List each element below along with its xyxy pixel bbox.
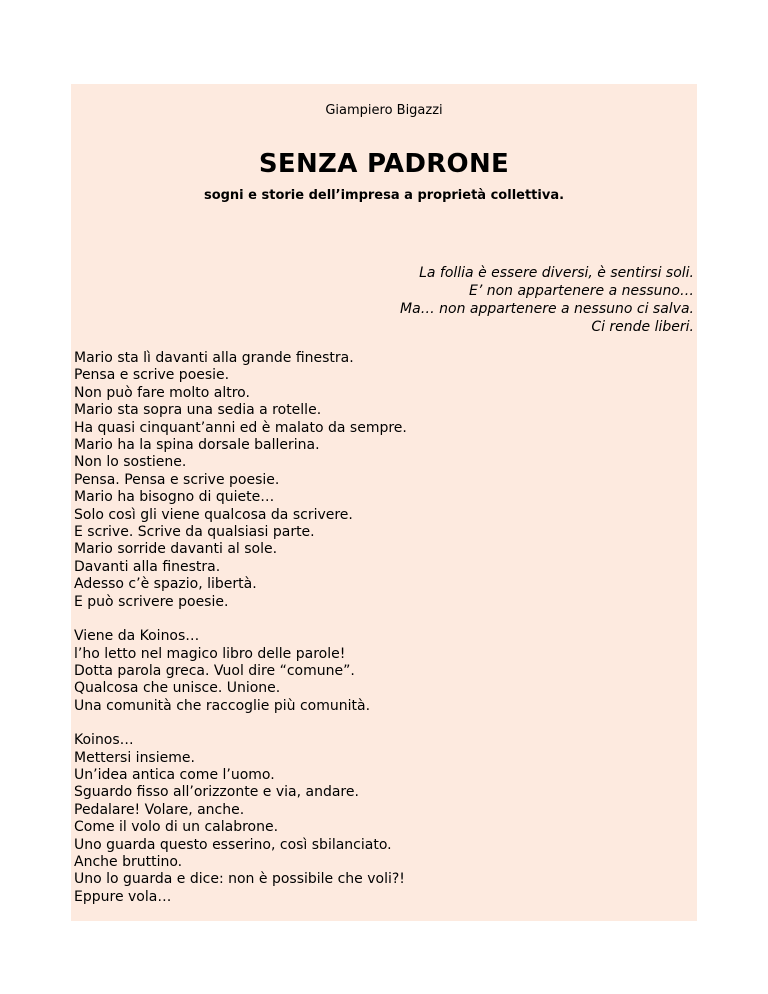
poem-line: Anche bruttino. — [74, 853, 183, 870]
poem-line: Uno lo guarda e dice: non è possibile che voli?! — [74, 871, 405, 888]
poem-line: Una comunità che raccoglie più comunità. — [74, 697, 371, 714]
poem-line: Mario sta lì davanti alla grande finestra. — [74, 350, 354, 366]
poem-line: Solo così gli viene qualcosa da scrivere. — [74, 506, 353, 523]
poem-line: Adesso c’è spazio, libertà. — [74, 576, 257, 593]
poem-line: Sguardo fisso all’orizzonte e via, andare. — [74, 784, 359, 801]
poem-line: Pensa. Pensa e scrive poesie. — [74, 471, 280, 488]
poem-line: Mario ha bisogno di quiete… — [74, 489, 275, 506]
document-title: SENZA PADRONE — [258, 149, 510, 179]
epigraph — [400, 264, 694, 336]
document-subtitle: sogni e storie dell’impresa a proprietà collettiva. — [203, 188, 565, 203]
poem-line: Mario sorride davanti al sole. — [74, 541, 278, 558]
document-page — [71, 84, 697, 921]
epigraph-line: E’ non appartenere a nessuno… — [468, 283, 694, 299]
poem-line: Eppure vola… — [74, 888, 172, 905]
poem-line: Dotta parola greca. Vuol dire “comune”. — [74, 662, 355, 679]
poem-line: l’ho letto nel magico libro delle parole! — [74, 645, 346, 662]
poem-line: Un’idea antica come l’uomo. — [74, 766, 275, 783]
epigraph-line: Ma… non appartenere a nessuno ci salva. — [400, 301, 694, 317]
author-name: Giampiero Bigazzi — [325, 103, 443, 118]
poem-line: Pedalare! Volare, anche. — [74, 801, 245, 818]
poem-body — [74, 350, 407, 923]
poem-line: E può scrivere poesie. — [74, 593, 229, 610]
poem-line: Viene da Koinos… — [74, 628, 200, 645]
epigraph-line: Ci rende liberi. — [591, 319, 694, 335]
poem-line: Come il volo di un calabrone. — [74, 819, 279, 836]
stanza — [74, 732, 407, 906]
poem-line: Ha quasi cinquant’anni ed è malato da sempre. — [74, 419, 407, 436]
poem-line: Koinos… — [74, 732, 134, 749]
epigraph-line: La follia è essere diversi, è sentirsi soli. — [419, 265, 694, 281]
poem-line: Mario ha la spina dorsale ballerina. — [74, 437, 320, 454]
poem-line: Non lo sostiene. — [74, 454, 187, 471]
poem-line: Pensa e scrive poesie. — [74, 367, 230, 384]
poem-line: Qualcosa che unisce. Unione. — [74, 680, 281, 697]
poem-line: Uno guarda questo esserino, così sbilanciato. — [74, 836, 392, 853]
poem-line: Non può fare molto altro. — [74, 384, 250, 401]
poem-line: Mettersi insieme. — [74, 749, 195, 766]
poem-line: Mario sta sopra una sedia a rotelle. — [74, 402, 322, 419]
poem-line: Davanti alla finestra. — [74, 558, 221, 575]
stanza — [74, 628, 407, 715]
poem-line: E scrive. Scrive da qualsiasi parte. — [74, 524, 315, 541]
stanza — [74, 350, 407, 611]
